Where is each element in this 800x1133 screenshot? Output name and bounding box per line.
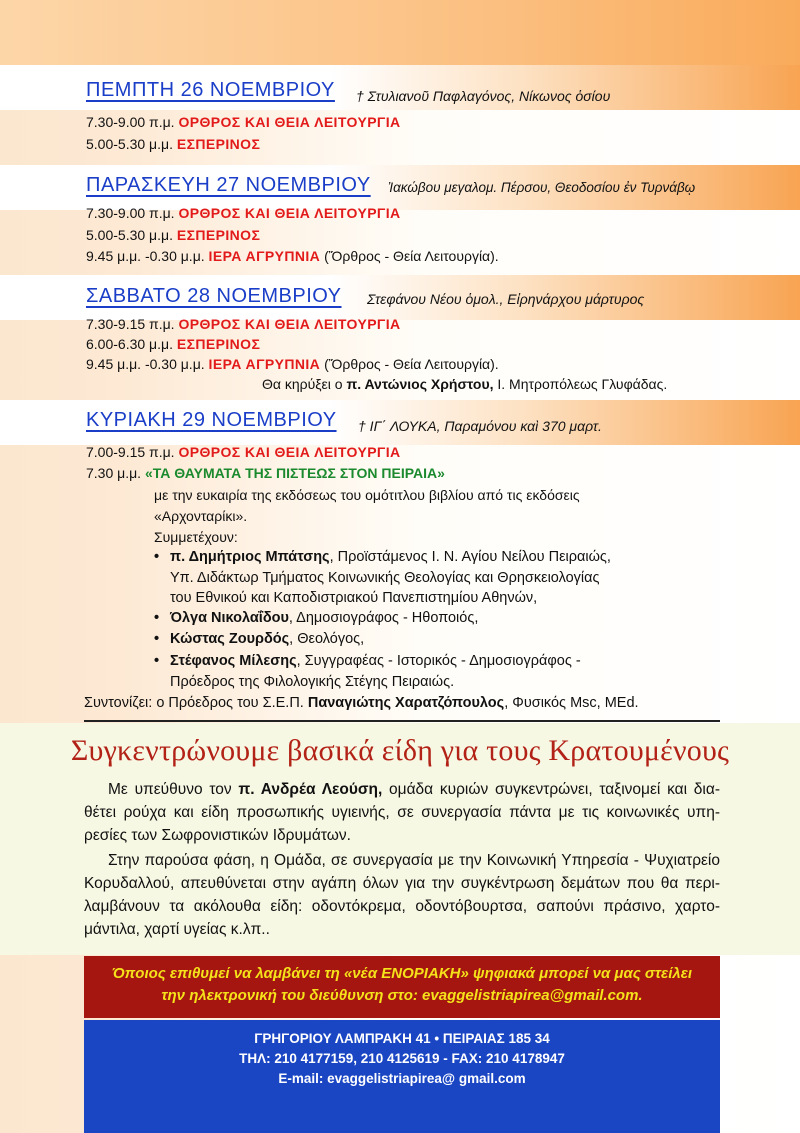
participant-item: • Στέφανος Μίλεσης, Συγγραφέας - Ιστορικός - Δημοσιογράφος - [154, 653, 581, 669]
day-title-saturday: ΣΑΒΒΑΤΟ 28 ΝΟΕΜΒΡΙΟΥ [86, 285, 342, 307]
participant-item: • π. Δημήτριος Μπάτσης, Προϊστάμενος Ι. Ν. Αγίου Νείλου Πειραιώς, [154, 549, 611, 565]
schedule-line: 7.30 μ.μ. «ΤΑ ΘΑΥΜΑΤΑ ΤΗΣ ΠΙΣΤΕΩΣ ΣΤΟΝ ΠΕΙΡΑΙΑ» [86, 465, 445, 481]
participant-detail: Πρόεδρος της Φιλολογικής Στέγης Πειραιώς. [170, 674, 455, 690]
schedule-line: 6.00-6.30 μ.μ. ΕΣΠΕΡΙΝΟΣ [86, 336, 261, 352]
collection-title: Συγκεντρώνουμε βασικά είδη για τους Κρατουμένους [70, 734, 730, 767]
digital-subscription-notice [84, 956, 720, 1018]
presentation-text: «Αρχονταρίκι». [154, 508, 248, 524]
top-banner-strip [0, 0, 800, 65]
saint-of-day: † ΙΓ΄ ΛΟΥΚΑ, Παραμόνου καὶ 370 μαρτ. [358, 418, 602, 434]
saint-of-day: Στεφάνου Νέου ὁμολ., Εἰρηνάρχου μάρτυρος [367, 291, 645, 307]
collection-paragraph-1 [84, 778, 720, 847]
schedule-line: 7.30-9.15 π.μ. ΟΡΘΡΟΣ ΚΑΙ ΘΕΙΑ ΛΕΙΤΟΥΡΓΙΑ [86, 316, 401, 332]
schedule-line: 5.00-5.30 μ.μ. ΕΣΠΕΡΙΝΟΣ [86, 227, 261, 243]
saint-of-day: † Στυλιανοῦ Παφλαγόνος, Νίκωνος ὁσίου [356, 88, 611, 104]
day-title-friday: ΠΑΡΑΣΚΕΥΗ 27 ΝΟΕΜΒΡΙΟΥ [86, 174, 371, 196]
contact-footer [84, 1020, 720, 1133]
paragraph-line: Στην παρούσα φάση, η Ομάδα, σε συνεργασία με την Κοινωνική Υπηρεσία - Ψυχιατρείο [108, 852, 720, 869]
paragraph-line: μάντιλα, χαρτί υγείας κ.λπ.. [84, 921, 270, 938]
schedule-line: 5.00-5.30 μ.μ. ΕΣΠΕΡΙΝΟΣ [86, 136, 261, 152]
collection-paragraph-2 [84, 849, 720, 941]
preacher-line: Θα κηρύξει ο π. Αντώνιος Χρήστου, Ι. Μητροπόλεως Γλυφάδας. [262, 376, 668, 392]
day-title-sunday: ΚΥΡΙΑΚΗ 29 ΝΟΕΜΒΡΙΟΥ [86, 409, 337, 431]
section-divider [84, 720, 720, 722]
schedule-line: 9.45 μ.μ. -0.30 μ.μ. ΙΕΡΑ ΑΓΡΥΠΝΙΑ (Ὄρθρος - Θεία Λειτουργία). [86, 356, 499, 372]
paragraph-line: ρεσίες των Σωφρονιστικών Ιδρυμάτων. [84, 827, 351, 844]
participants-label: Συμμετέχουν: [154, 529, 238, 545]
presentation-text: με την ευκαιρία της εκδόσεως του ομότιτλου βιβλίου από τις εκδόσεις [154, 487, 580, 503]
day-title-thursday: ΠΕΜΠΤΗ 26 ΝΟΕΜΒΡΙΟΥ [86, 79, 335, 101]
footer-phones: ΤΗΛ: 210 4177159, 210 4125619 - FAX: 210 4178947 [239, 1051, 565, 1066]
saint-of-day: Ἰακώβου μεγαλομ. Πέρσου, Θεοδοσίου ἐν Τυρνάβῳ [388, 180, 696, 195]
schedule-line: 7.30-9.00 π.μ. ΟΡΘΡΟΣ ΚΑΙ ΘΕΙΑ ΛΕΙΤΟΥΡΓΙΑ [86, 114, 401, 130]
paragraph-line: Με υπεύθυνο τον π. Ανδρέα Λεούση, ομάδα κυριών συγκεντρώνει, ταξινομεί και δια- [108, 781, 720, 798]
notice-line: Όποιος επιθυμεί να λαμβάνει τη «νέα ΕΝΟΡΙΑΚΗ» ψηφιακά μπορεί να μας στείλει [111, 965, 693, 982]
paragraph-line: λαμβάνουν τα ακόλουθα είδη: οδοντόκρεμα, οδοντόβουρτσα, σαπούνι πράσινο, χαρτο- [84, 898, 720, 915]
paragraph-line: Κορυδαλλού, απευθύνεται στην αγάπη όλων για την συγκέντρωση δεμάτων που θα περι- [84, 875, 720, 892]
schedule-line: 7.30-9.00 π.μ. ΟΡΘΡΟΣ ΚΑΙ ΘΕΙΑ ΛΕΙΤΟΥΡΓΙΑ [86, 205, 401, 221]
footer-address: ΓΡΗΓΟΡΙΟΥ ΛΑΜΠΡΑΚΗ 41 • ΠΕΙΡΑΙΑΣ 185 34 [254, 1031, 550, 1046]
participant-item: • Όλγα Νικολαΐδου, Δημοσιογράφος - Ηθοποιός, [154, 610, 478, 626]
coordinator-line: Συντονίζει: ο Πρόεδρος του Σ.Ε.Π. Παναγιώτης Χαρατζόπουλος, Φυσικός Msc, MEd. [84, 695, 639, 711]
paragraph-line: θέτει ρούχα και είδη προσωπικής υγιεινής, σε συνεργασία πάντα με τις κοινωνικές υπη- [84, 804, 720, 821]
schedule-line: 9.45 μ.μ. -0.30 μ.μ. ΙΕΡΑ ΑΓΡΥΠΝΙΑ (Ὄρθρος - Θεία Λειτουργία). [86, 248, 499, 264]
schedule-line: 7.00-9.15 π.μ. ΟΡΘΡΟΣ ΚΑΙ ΘΕΙΑ ΛΕΙΤΟΥΡΓΙΑ [86, 444, 401, 460]
participant-detail: Υπ. Διδάκτωρ Τμήματος Κοινωνικής Θεολογίας και Θρησκειολογίας [170, 570, 600, 586]
participant-item: • Κώστας Ζουρδός, Θεολόγος, [154, 631, 364, 647]
participant-detail: του Εθνικού και Καποδιστριακού Πανεπιστημίου Αθηνών, [170, 590, 538, 606]
notice-line: την ηλεκτρονική του διεύθυνση στο: evaggelistriapirea@gmail.com. [161, 987, 643, 1004]
footer-email[interactable]: E-mail: evaggelistriapirea@ gmail.com [278, 1071, 526, 1086]
